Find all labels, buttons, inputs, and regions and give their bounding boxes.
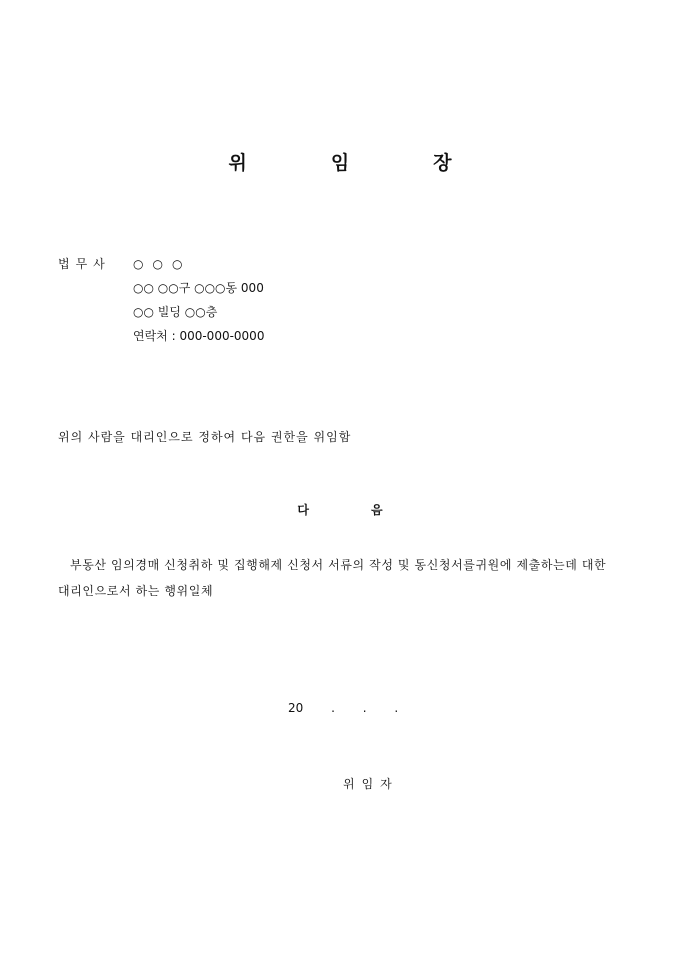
date-line: 20 . . . xyxy=(288,701,399,715)
attorney-contact: 연락처 : 000-000-0000 xyxy=(133,329,265,343)
delegated-authority-text: 부동산 임의경매 신청취하 및 집행해제 신청서 서류의 작성 및 동신청서를귀원에 제출하는데 대한 대리인으로서 하는 행위일체 xyxy=(58,558,607,598)
attorney-label: 법무사 xyxy=(58,257,111,271)
attorney-address-line1: ○○ ○○구 ○○○동 000 xyxy=(133,281,264,295)
attorney-name-row xyxy=(58,255,264,279)
subheading: 다음 xyxy=(297,503,445,517)
attorney-info xyxy=(58,255,264,351)
delegation-statement: 위의 사람을 대리인으로 정하여 다음 권한을 위임함 xyxy=(58,430,352,444)
attorney-address-line2: ○○ 빌딩 ○○층 xyxy=(133,305,218,319)
attorney-name: ○○○ xyxy=(133,257,192,271)
document-title: 위임장 xyxy=(228,152,536,174)
delegator-label: 위임자 xyxy=(343,777,399,791)
